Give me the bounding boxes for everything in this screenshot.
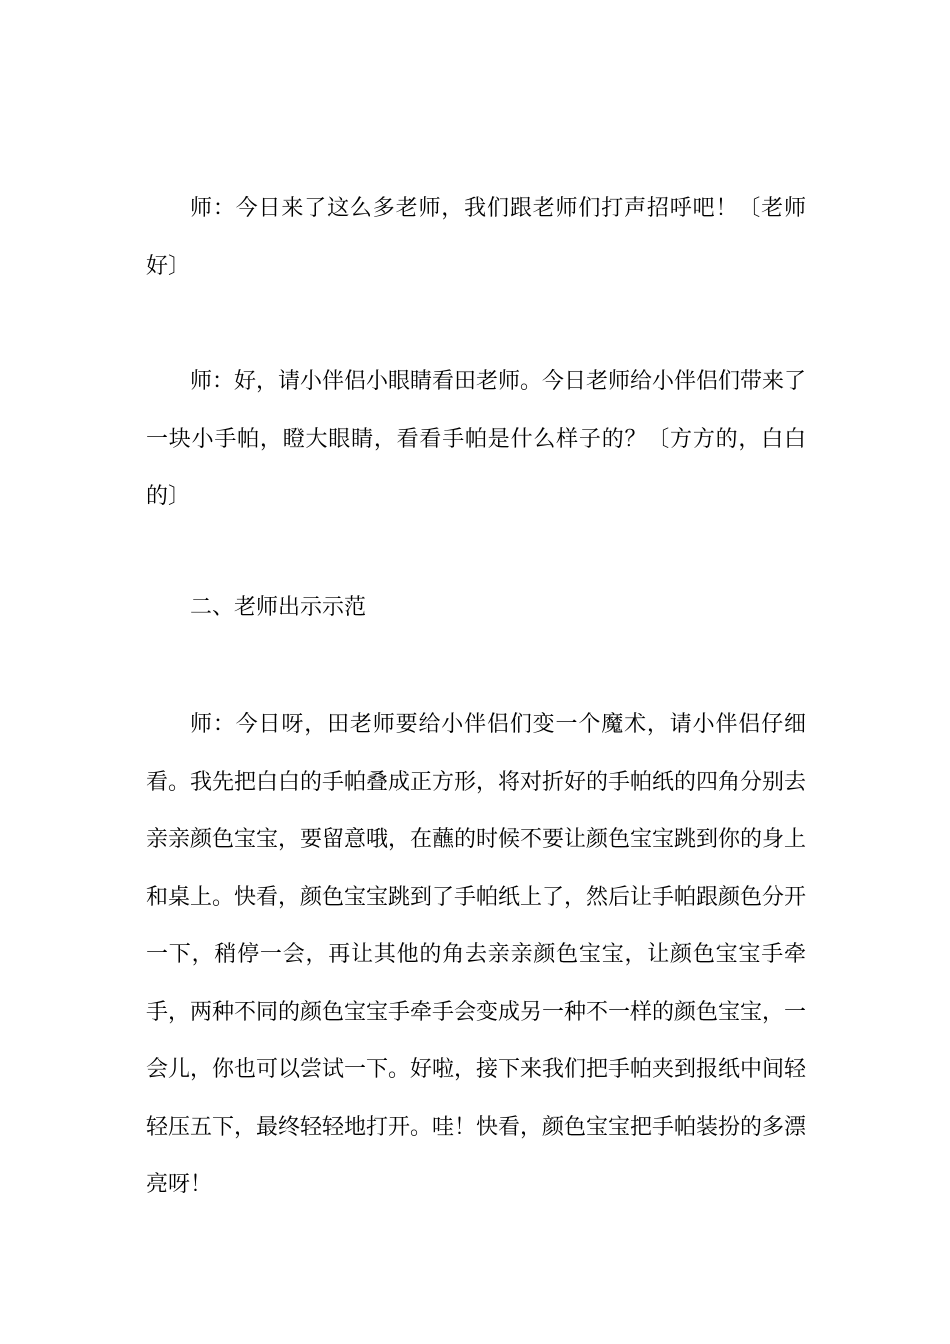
dialogue-paragraph-handkerchief: 师：好，请小伴侣小眼睛看田老师。今日老师给小伴侣们带来了一块小手帕，瞪大眼睛，看看手帕是什么样子的？〔方方的，白白的〕 bbox=[146, 369, 807, 509]
dialogue-paragraph-demonstration: 师：今日呀，田老师要给小伴侣们变一个魔术，请小伴侣仔细看。我先把白白的手帕叠成正方形，将对折好的手帕纸的四角分别去亲亲颜色宝宝，要留意哦，在蘸的时候不要让颜色宝宝跳到你的身上和桌上。快看，颜色宝宝跳到了手帕纸上了，然后让手帕跟颜色分开一下，稍停一会，再让其他的角去亲亲颜色宝宝，让颜色宝宝手牵手，两种不同的颜色宝宝手牵手会变成另一种不一样的颜色宝宝，一会儿，你也可以尝试一下。好啦，接下来我们把手帕夹到报纸中间轻轻压五下，最终轻轻地打开。哇！快看，颜色宝宝把手帕装扮的多漂亮呀！ bbox=[146, 712, 807, 1197]
dialogue-paragraph-greeting: 师：今日来了这么多老师，我们跟老师们打声招呼吧！〔老师好〕 bbox=[146, 196, 806, 279]
section-heading: 二、老师出示示范 bbox=[190, 595, 367, 620]
